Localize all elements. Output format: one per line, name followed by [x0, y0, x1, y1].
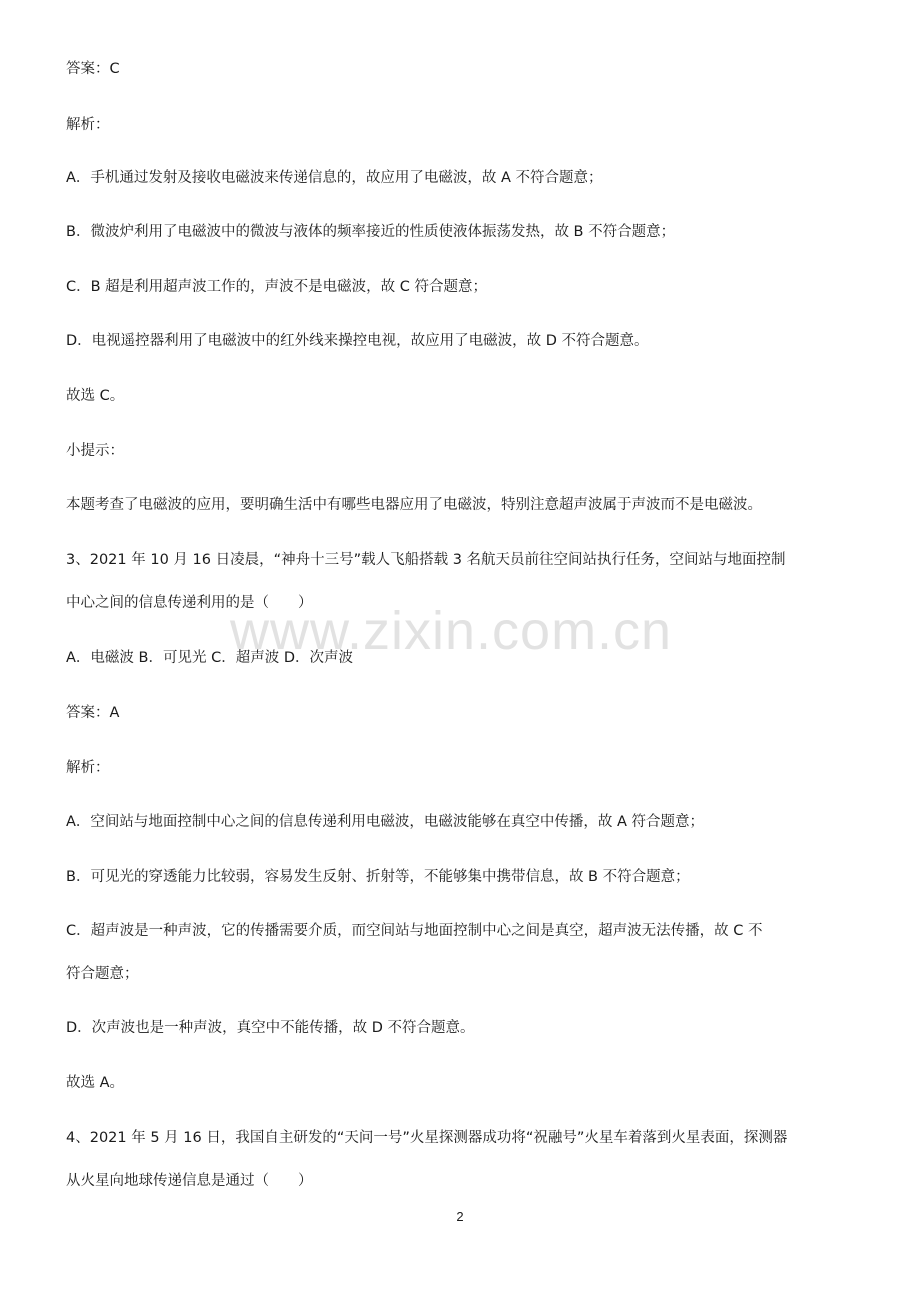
analysis-option-a: A．手机通过发射及接收电磁波来传递信息的，故应用了电磁波，故 A 不符合题意；: [66, 170, 603, 186]
analysis-option-c: C．超声波是一种声波，它的传播需要介质，而空间站与地面控制中心之间是真空，超声波无法传播，故 C 不: [66, 923, 763, 939]
tip-heading: 小提示：: [66, 443, 124, 459]
analysis-option-c-cont: 符合题意；: [66, 966, 139, 982]
question-3-line-2: 中心之间的信息传递利用的是（ ）: [66, 595, 313, 611]
question-3-line-1: 3、2021 年 10 月 16 日凌晨，“神舟十三号”载人飞船搭载 3 名航天员前往空间站执行任务，空间站与地面控制: [66, 552, 786, 568]
analysis-option-b: B．微波炉利用了电磁波中的微波与液体的频率接近的性质使液体振荡发热，故 B 不符合题意；: [66, 224, 676, 240]
conclusion-line: 故选 A。: [66, 1075, 125, 1091]
page-number: 2: [456, 1209, 464, 1224]
analysis-option-d: D．电视遥控器利用了电磁波中的红外线来操控电视，故应用了电磁波，故 D 不符合题意。: [66, 333, 649, 349]
question-4-line-2: 从火星向地球传递信息是通过（ ）: [66, 1173, 313, 1189]
watermark-text: www.zixin.com.cn: [230, 601, 673, 661]
analysis-option-d: D．次声波也是一种声波，真空中不能传播，故 D 不符合题意。: [66, 1020, 475, 1036]
conclusion-line: 故选 C。: [66, 388, 125, 404]
analysis-heading: 解析：: [66, 117, 110, 133]
analysis-option-b: B．可见光的穿透能力比较弱，容易发生反射、折射等，不能够集中携带信息，故 B 不符合题意；: [66, 869, 690, 885]
analysis-heading: 解析：: [66, 760, 110, 776]
analysis-option-a: A．空间站与地面控制中心之间的信息传递利用电磁波，电磁波能够在真空中传播，故 A 符合题意；: [66, 814, 705, 830]
answer-line: 答案：C: [66, 61, 120, 77]
tip-text: 本题考查了电磁波的应用，要明确生活中有哪些电器应用了电磁波，特别注意超声波属于声波而不是电磁波。: [66, 497, 762, 513]
question-3-options: A．电磁波 B．可见光 C．超声波 D．次声波: [66, 650, 353, 666]
question-4-line-1: 4、2021 年 5 月 16 日，我国自主研发的“天问一号”火星探测器成功将“祝融号”火星车着落到火星表面，探测器: [66, 1130, 788, 1146]
analysis-option-c: C．B 超是利用超声波工作的，声波不是电磁波，故 C 符合题意；: [66, 279, 488, 295]
answer-line: 答案：A: [66, 705, 120, 721]
